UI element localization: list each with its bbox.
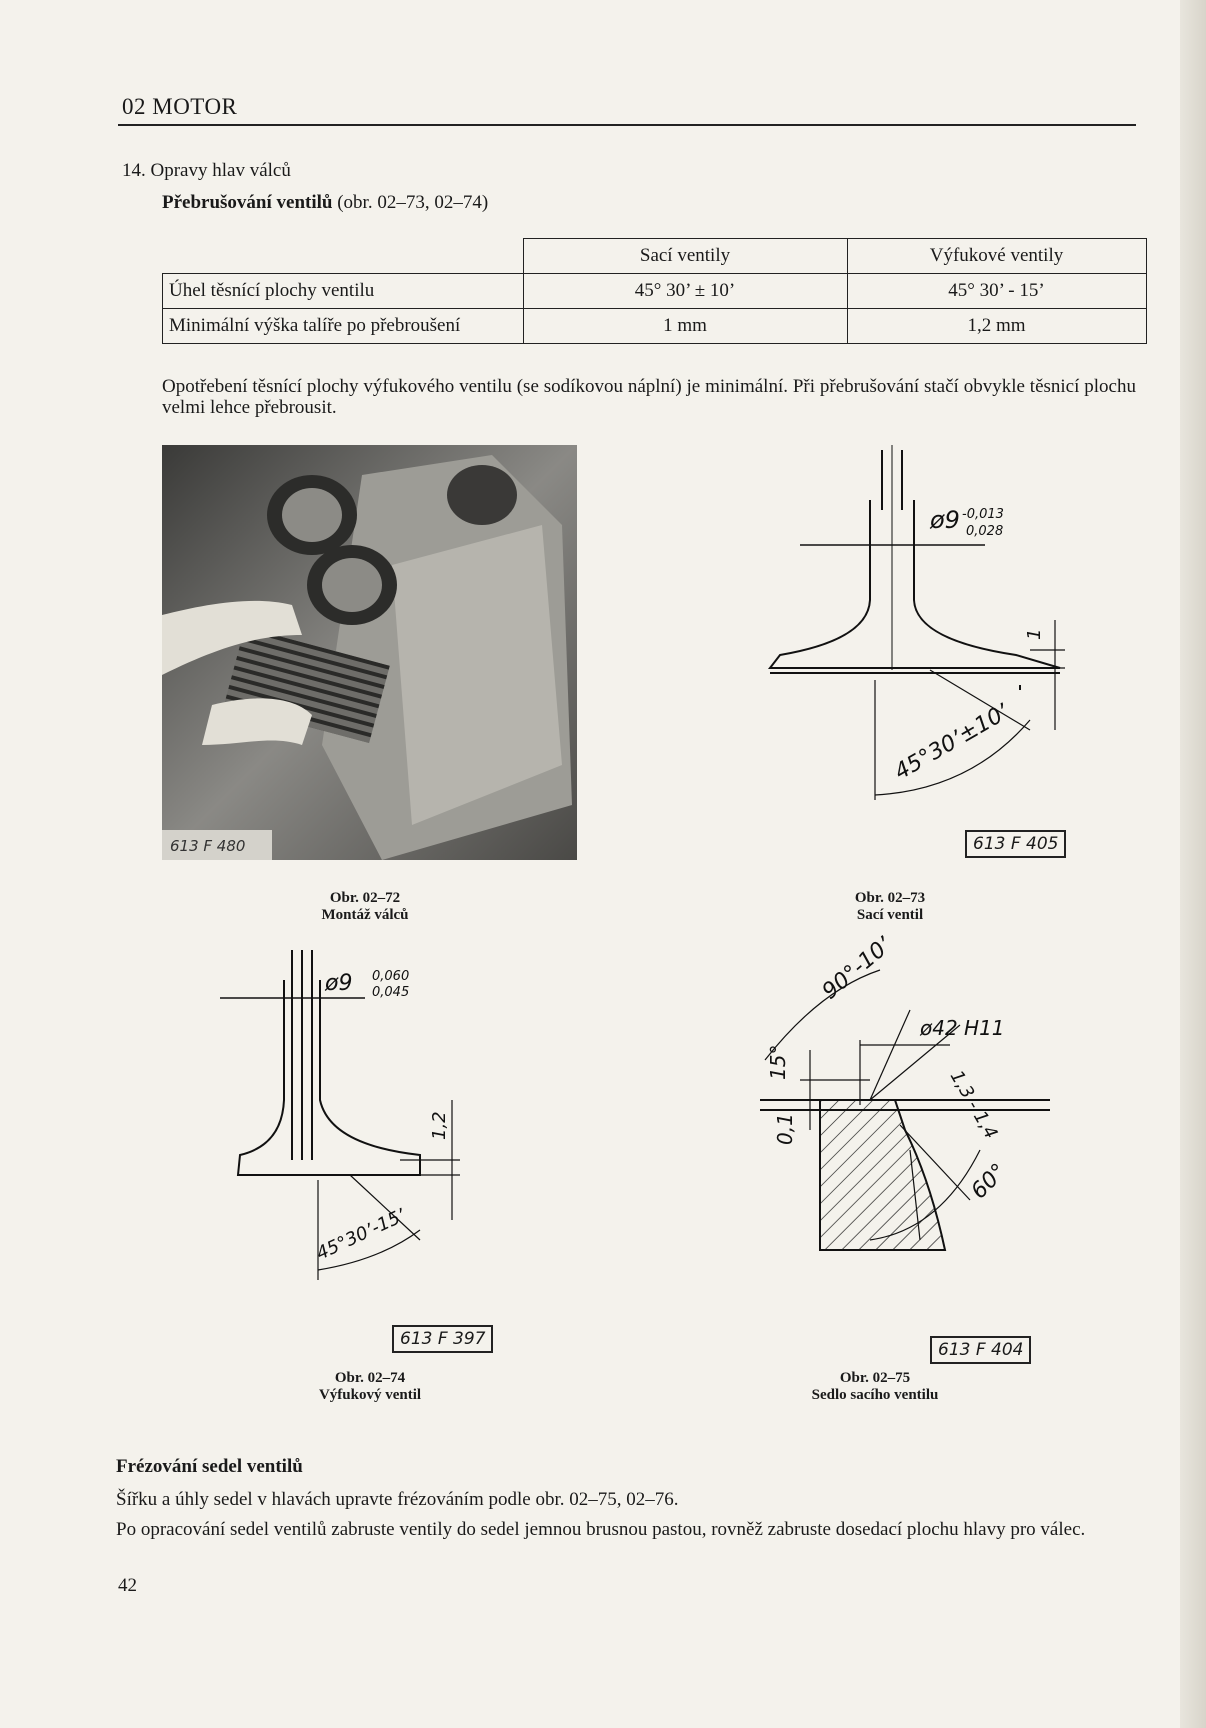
seat-dim-width: 1,3 - 1,4 bbox=[945, 1067, 1002, 1143]
seat-angle-top: 90°-10’ bbox=[817, 932, 897, 1005]
table-header-row bbox=[163, 239, 1147, 274]
code-613F405: 613 F 405 bbox=[965, 830, 1066, 858]
intake-tol-bottom: 0,028 bbox=[966, 524, 1004, 539]
exhaust-tol-top: 0,060 bbox=[372, 969, 410, 984]
caption-02-74 bbox=[280, 1370, 460, 1404]
caption-number: Obr. 02–75 bbox=[839, 1370, 911, 1386]
table-row bbox=[163, 309, 1147, 344]
exhaust-dim-d: ø9 bbox=[325, 971, 353, 996]
caption-number: Obr. 02–72 bbox=[329, 890, 401, 906]
table-corner bbox=[163, 239, 524, 274]
seat-diameter: ø42 H11 bbox=[920, 1016, 1005, 1040]
code-613F404: 613 F 404 bbox=[930, 1336, 1031, 1364]
caption-number: Obr. 02–74 bbox=[334, 1370, 406, 1386]
page-edge bbox=[1180, 0, 1206, 1728]
caption-02-72 bbox=[290, 890, 440, 924]
code-613F397: 613 F 397 bbox=[392, 1325, 493, 1353]
intake-tol-top: -0,013 bbox=[962, 507, 1004, 522]
caption-02-75 bbox=[780, 1370, 970, 1404]
valve-seat-drawing bbox=[720, 930, 1050, 1320]
exhaust-h-mark: 1,2 bbox=[429, 1111, 450, 1140]
section-title: 14. Opravy hlav válců bbox=[122, 160, 291, 181]
intake-dim-d: ø9 bbox=[930, 506, 960, 534]
caption-number: Obr. 02–73 bbox=[854, 890, 926, 906]
header-rule bbox=[118, 124, 1136, 126]
paragraph-wear: Opotřebení těsnící plochy výfukového ventilu (se sodíkovou náplní) je minimální. Při přebrušování stačí obvykle těsnicí plochu velmi lehce přebrousit. bbox=[162, 376, 1136, 418]
intake-valve-drawing bbox=[740, 440, 1080, 810]
page-header: 02 MOTOR bbox=[122, 94, 238, 119]
caption-02-73 bbox=[810, 890, 970, 924]
caption-title: Sedlo sacího ventilu bbox=[811, 1387, 939, 1403]
cell-intake: 45° 30’ ± 10’ bbox=[523, 274, 847, 309]
intake-angle: 45°30’±10’ bbox=[890, 699, 1014, 786]
exhaust-valve-drawing bbox=[220, 940, 520, 1290]
table-row bbox=[163, 274, 1147, 309]
caption-title: Sací ventil bbox=[856, 907, 924, 923]
section2-title: Frézování sedel ventilů bbox=[116, 1456, 303, 1477]
row-label: Minimální výška talíře po přebroušení bbox=[163, 309, 524, 344]
col-intake: Sací ventily bbox=[523, 239, 847, 274]
section2-paragraph1: Šířku a úhly sedel v hlavách upravte frézováním podle obr. 02–75, 02–76. bbox=[116, 1489, 679, 1510]
cylinder-mounting-photo bbox=[162, 445, 577, 860]
cell-exhaust: 1,2 mm bbox=[847, 309, 1146, 344]
valve-table bbox=[162, 238, 1147, 344]
cell-intake: 1 mm bbox=[523, 309, 847, 344]
caption-title: Montáž válců bbox=[321, 907, 409, 923]
intake-h-mark: 1 bbox=[1024, 628, 1045, 640]
subsection-bold: Přebrušování ventilů bbox=[162, 192, 333, 213]
exhaust-tol-bottom: 0,045 bbox=[372, 985, 410, 1000]
seat-dim-small: 0,1 bbox=[773, 1113, 797, 1145]
seat-angle-right: 60° bbox=[966, 1158, 1012, 1205]
photo-code: 613 F 480 bbox=[170, 837, 246, 855]
caption-title: Výfukový ventil bbox=[318, 1387, 422, 1403]
section2-paragraph2: Po opracování sedel ventilů zabruste ventily do sedel jemnou brusnou pastou, rovněž zabruste dosedací plochu hlavy pro válec. bbox=[116, 1519, 1086, 1540]
subsection-ref: (obr. 02–73, 02–74) bbox=[332, 192, 489, 213]
seat-angle-left: 15° bbox=[766, 1044, 790, 1080]
cell-exhaust: 45° 30’ - 15’ bbox=[847, 274, 1146, 309]
row-label: Úhel těsnící plochy ventilu bbox=[163, 274, 524, 309]
subsection-title bbox=[162, 192, 488, 214]
page-number: 42 bbox=[118, 1575, 137, 1596]
col-exhaust: Výfukové ventily bbox=[847, 239, 1146, 274]
exhaust-angle: 45°30’-15’ bbox=[313, 1205, 409, 1265]
